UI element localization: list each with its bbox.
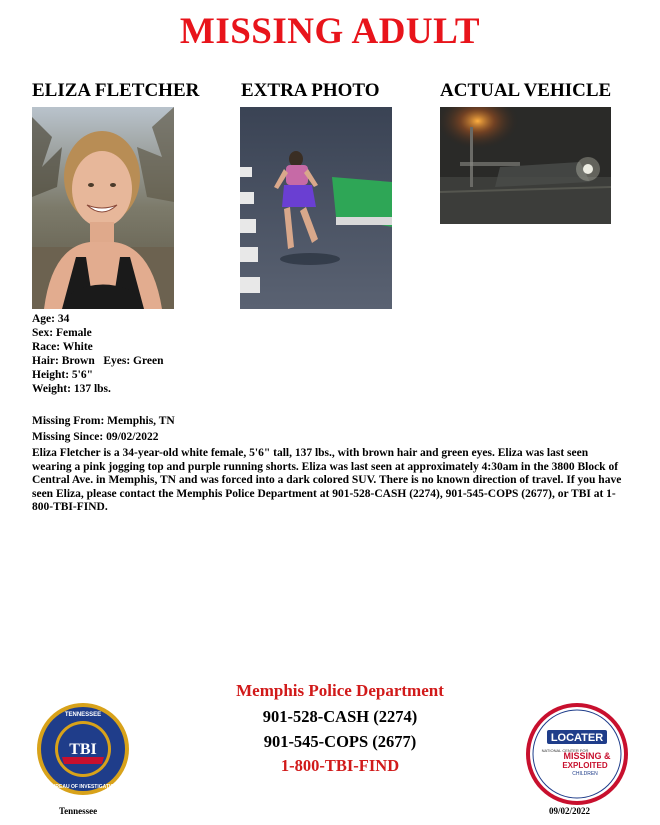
vehicle-photo <box>440 107 611 224</box>
weight-field: Weight: 137 lbs. <box>32 383 111 395</box>
missing-from: Missing From: Memphis, TN <box>32 415 175 427</box>
locater-label: LOCATER <box>550 732 604 744</box>
tbi-seal-bottom: BUREAU OF INVESTIGATION <box>48 784 118 790</box>
case-description: Eliza Fletcher is a 34-year-old white female, 5'6" tall, 137 lbs., with brown hair and green eyes. Eliza was last seen wearing a pink jogging top and purple running shorts. Eliza was last seen at approximately 4:30am in the 3800 Block of Central Ave. in Memphis, TN and was forced into a dark colored SUV. There is no known direction of travel. If you have seen Eliza, please contact the Memphis Police Department at 901-528-CASH (2274), 901-545-COPS (2677), or TBI at 1-800-TBI-FIND. <box>32 447 622 514</box>
ncmec-sub: NATIONAL CENTER FOR <box>541 748 589 753</box>
tbi-caption: Tennessee <box>59 806 98 816</box>
tbi-seal-top: TENNESSEE <box>64 712 102 718</box>
missing-since: Missing Since: 09/02/2022 <box>32 431 159 443</box>
extra-photo-heading: EXTRA PHOTO <box>241 80 380 101</box>
phone-cash: 901-528-CASH (2274) <box>262 707 418 726</box>
sex-field: Sex: Female <box>32 327 92 339</box>
age-field: Age: 34 <box>32 313 70 325</box>
ncmec-exploited: EXPLOITED <box>562 761 608 770</box>
missing-details <box>32 413 175 445</box>
ncmec-missing: MISSING & <box>563 751 611 761</box>
extra-photo <box>240 107 392 309</box>
person-name-heading: ELIZA FLETCHER <box>32 80 200 101</box>
vehicle-heading: ACTUAL VEHICLE <box>440 80 612 101</box>
ncmec-locater-seal <box>525 702 629 806</box>
portrait-photo <box>32 107 174 309</box>
page-title: MISSING ADULT <box>179 11 481 52</box>
phone-cops: 901-545-COPS (2677) <box>263 732 417 751</box>
ncmec-children: CHILDREN <box>572 771 598 777</box>
tbi-seal <box>36 702 130 796</box>
tbi-seal-center: TBI <box>69 741 97 758</box>
height-field: Height: 5'6" <box>32 369 94 381</box>
physical-description <box>32 312 164 396</box>
agency-name: Memphis Police Department <box>236 681 444 700</box>
date-caption: 09/02/2022 <box>549 806 591 816</box>
phone-tbi: 1-800-TBI-FIND <box>280 756 400 775</box>
race-field: Race: White <box>32 341 93 353</box>
hair-eyes-field: Hair: Brown Eyes: Green <box>32 355 164 367</box>
